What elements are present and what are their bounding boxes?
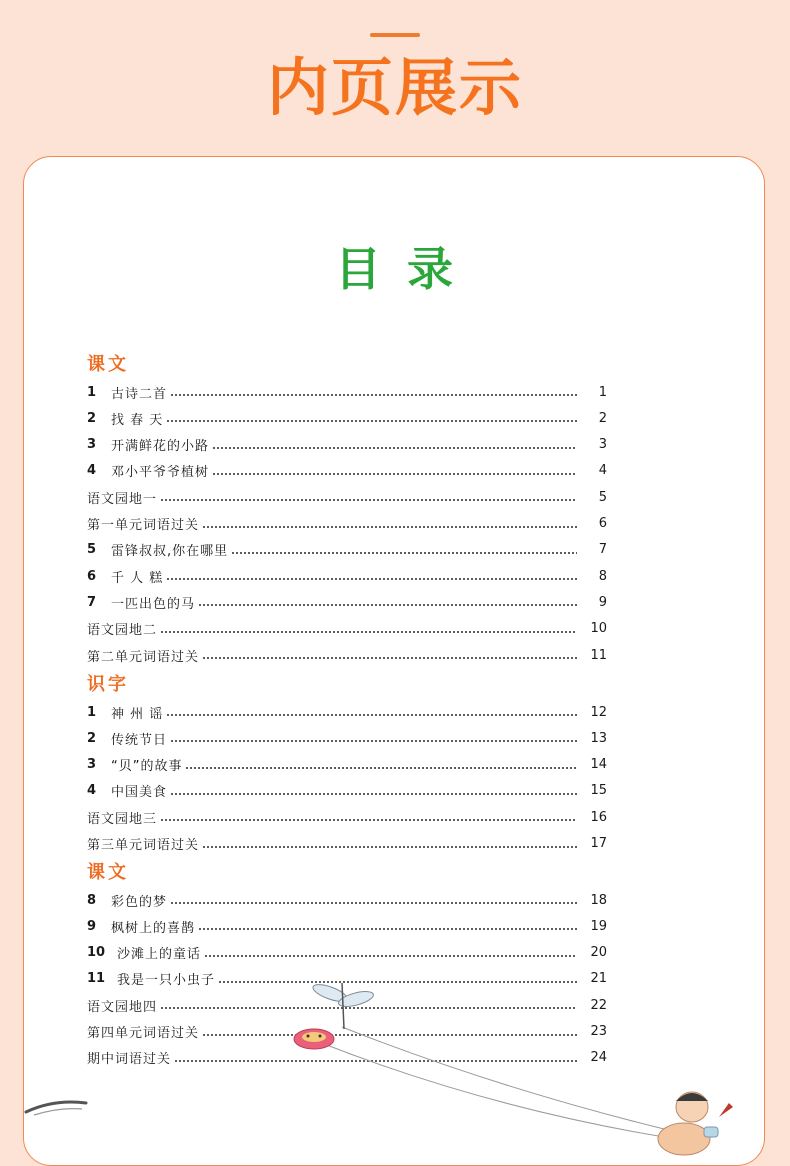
entry-number: 2 (87, 730, 97, 746)
entry-number: 4 (87, 783, 97, 799)
entry-number: 7 (87, 594, 97, 610)
entry-title: 语文园地一 (87, 491, 158, 507)
entry-page-number: 16 (590, 809, 607, 825)
section-title: 识字 (87, 674, 129, 695)
entry-page-number: 9 (598, 594, 607, 610)
entry-page-number: 14 (590, 757, 607, 773)
entry-page-number: 7 (598, 542, 607, 558)
entry-number: 4 (87, 463, 97, 479)
entry-page-number: 20 (590, 945, 607, 961)
toc-title: 目录 (335, 242, 479, 296)
entry-title: 一匹出色的马 (111, 596, 196, 612)
dragonfly-kite-icon (311, 981, 375, 1029)
entry-page-number: 19 (590, 918, 607, 934)
entry-number: 3 (87, 437, 97, 453)
entry-title: 古诗二首 (111, 386, 168, 402)
entry-title: 千 人 糕 (111, 570, 164, 586)
entry-title: 期中词语过关 (87, 1052, 172, 1068)
entry-title: 神 州 谣 (111, 706, 164, 722)
entry-title: 第一单元词语过关 (87, 518, 200, 533)
entry-title: 彩色的梦 (111, 894, 168, 910)
toc-page-card (23, 156, 765, 1166)
entry-title: 雷锋叔叔,你在哪里 (111, 544, 229, 560)
entry-number: 1 (87, 704, 97, 720)
entry-title: 开满鲜花的小路 (111, 439, 210, 455)
ink-brush-stroke (26, 1102, 86, 1115)
entry-number: 2 (87, 410, 97, 426)
entry-page-number: 2 (598, 410, 607, 426)
section-title: 课文 (87, 354, 129, 375)
entry-title: 第二单元词语过关 (87, 649, 200, 665)
entry-number: 8 (87, 892, 97, 908)
entry-page-number: 22 (590, 997, 607, 1013)
entry-page-number: 8 (598, 568, 607, 584)
heading-accent-bar (370, 33, 420, 37)
entry-title: 第四单元词语过关 (87, 1026, 200, 1041)
entry-page-number: 4 (598, 463, 607, 479)
entry-page-number: 5 (598, 489, 607, 505)
entry-page-number: 10 (590, 621, 607, 637)
entry-page-number: 3 (598, 437, 607, 453)
entry-title: 沙滩上的童话 (117, 947, 202, 963)
entry-title: “贝”的故事 (111, 759, 183, 775)
entry-page-number: 21 (590, 971, 607, 987)
entry-page-number: 24 (590, 1050, 607, 1066)
entry-title: 枫树上的喜鹊 (111, 920, 196, 936)
kite-illustration (24, 157, 765, 1166)
entry-title: 邓小平爷爷植树 (111, 465, 210, 481)
entry-page-number: 11 (590, 647, 607, 663)
entry-page-number: 17 (590, 836, 607, 851)
entry-number: 9 (87, 918, 97, 934)
entry-number: 6 (87, 568, 97, 584)
entry-title: 传统节日 (111, 732, 168, 748)
entry-title: 语文园地四 (87, 999, 158, 1015)
entry-title: 找 春 天 (111, 412, 164, 428)
entry-page-number: 15 (590, 783, 607, 799)
section-title: 课文 (87, 862, 129, 883)
entry-title: 我是一只小虫子 (117, 973, 216, 989)
entry-page-number: 6 (598, 516, 607, 531)
entry-page-number: 23 (590, 1024, 607, 1039)
entry-title: 语文园地三 (87, 811, 158, 827)
page-heading: 内页展示 (266, 51, 523, 124)
child-figure-icon (658, 1092, 733, 1155)
entry-page-number: 18 (590, 892, 607, 908)
entry-number: 11 (87, 971, 106, 987)
entry-title: 语文园地二 (87, 623, 158, 639)
entry-page-number: 1 (598, 384, 607, 400)
entry-page-number: 12 (590, 704, 607, 720)
entry-title: 中国美食 (111, 785, 168, 801)
entry-number: 5 (87, 542, 97, 558)
entry-title: 第三单元词语过关 (87, 838, 200, 853)
entry-number: 10 (87, 945, 106, 961)
entry-number: 1 (87, 384, 97, 400)
entry-page-number: 13 (590, 730, 607, 746)
entry-number: 3 (87, 757, 97, 773)
centipede-kite-icon (294, 1029, 334, 1049)
